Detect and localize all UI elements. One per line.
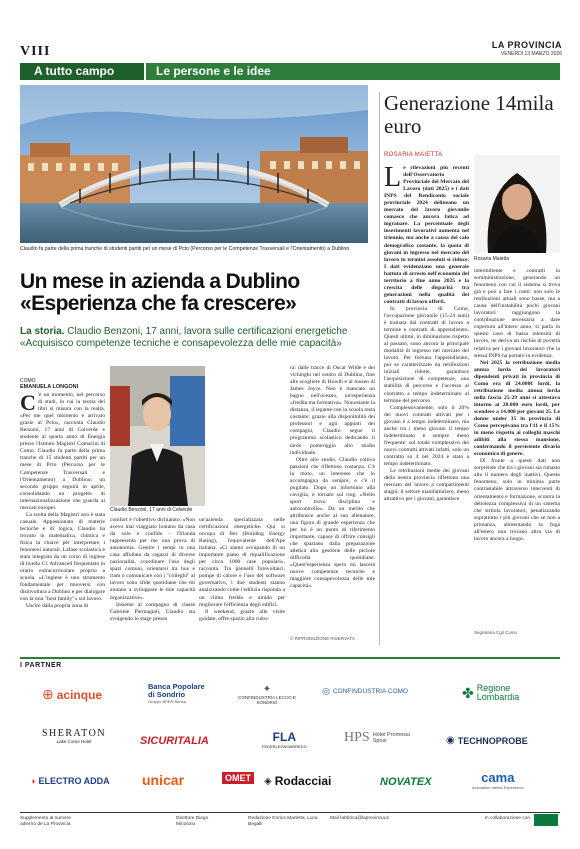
logo-hotel-promessi-sposi: HPS Hotel Promessi Sposi bbox=[344, 730, 410, 745]
sidebar-author: ROSARIA MAIETTA bbox=[384, 152, 443, 158]
partners-label: I PARTNER bbox=[20, 662, 62, 669]
deck-line-2: «Acquisisco competenze tecniche e consapevolezza delle mie capacità» bbox=[20, 337, 342, 349]
logo-unicar: unicar bbox=[142, 772, 185, 788]
footer-director: Direttore Diego Minonzio bbox=[176, 816, 209, 827]
logo-regione-lombardia: ✤ Regione Lombardia bbox=[462, 683, 520, 702]
logo-sheraton: SHERATON Lake Como Hotel bbox=[42, 728, 107, 744]
section-sublabel: Le persone e le idee bbox=[146, 63, 560, 80]
masthead-brand: LA PROVINCIA bbox=[491, 40, 562, 50]
article-column-1 bbox=[20, 392, 105, 644]
paragraph: Insieme al compagno di classe Gabriele Parmagiali, Claudio sta svolgendo lo stage presso bbox=[110, 601, 195, 622]
paragraph: Uscire dalla propria zona di bbox=[26, 603, 89, 610]
footer-supplement: Supplemento al numero odierno de La Provincia bbox=[20, 816, 71, 827]
paragraph: Nel 2025 la retribuzione media annua lorda dei lavoratori dipendenti privati in provincia di Como era di 24.000€ lordi, la retribuzione media annua lorda nella fascia 25-29 anni si attestava intorno ai 20.000 euro lordi, per scendere a 14.000 per giovani 25. Le donne under 35 in provincia di Como percepivano tra l'11 e il 15% in meno rispetto ai colleghi maschi adibiti alla stessa mansione, confermando il persistente divario economico di genere. bbox=[474, 359, 560, 458]
logo-acinque: ⊕ acinque bbox=[42, 686, 103, 702]
sidebar-column-2 bbox=[474, 268, 560, 628]
logo-omet: OMET bbox=[222, 772, 254, 784]
paragraph: Oltre allo studio, Claudio coltiva passioni che riflettono costanza. C'è la moto, un interesse che lo accompagna da sempre, e c'è il pugilato. Dopo un infortunio alla caviglia, è tornato sul ring. «Nello sport trovo disciplina e autocontrollo». Da un merito che attribuisce anche al suo allenatore, una figura di grande esperienza che per lui è un punto di riferimento importante, capace di offrire consigli che spaziano dalla preparazione atletica alla gestione delle piccole difficoltà quotidiane. «Quest'esperienza spero mi lascerà nuove competenze tecniche e maggiore consapevolezza delle mie capacità». bbox=[290, 456, 375, 590]
logo-electroadda: ◑ ELECTRO ADDA bbox=[30, 776, 110, 786]
photo-caption: Claudio fa parte della prima tranche di studenti partiti per un mese di Pcto (Percorso per le Competenze Trasversali e l'Orientamento) a Dublino bbox=[20, 246, 350, 252]
logo-technoprobe: ◉ TECHNOPROBE bbox=[446, 735, 528, 746]
photo2-caption: Claudio Benzoni, 17 anni di Colverde bbox=[110, 507, 193, 513]
paragraph: In provincia di Como, l'occupazione giovanile (15-24 anni) è trainata dai contratti di lavoro a termine e contratti di apprendistato. Questi ultimi, in diminuzione rispetto al passato, sono ancora la principale modalità di ingresso nel mercato del lavoro. Per fortuna l'apprendistato, pur se caratterizzato da retribuzioni iniziali ridotte, garantisce l'acquisizione di competenze, una stabilità di percorso e l'accesso al contratto a tempo indeterminato al termine del percorso. bbox=[384, 305, 469, 404]
paragraph: Complessivamente, solo il 20% dei nuovi contratti attivati per i giovani è a tempo indeterminato, ma anche tra i meno giovani il tempo indeterminato è sempre meno frequente: sul totale complessivo dei nuovi contratti attivati infatti, solo un contratto su 4 nel 2024 è stato a tempo indeterminato. bbox=[384, 404, 469, 467]
footer-partner-logo bbox=[534, 814, 558, 826]
section-label: A tutto campo bbox=[20, 63, 144, 80]
copyright-note: © RIPRODUZIONE RISERVATA bbox=[290, 636, 355, 641]
paragraph: intermittente e contratti in somministrazione, generando un fenomeno con cui il sistema si trova già e può a fare i conti: non solo le retribuzioni attuali sono basse, ma a causa dell'instabilità pochi giovani lavoratori raggiungono la contribuzione necessaria a dare copertura all'intero anno, si parla in questo caso di bassa intensità di lavoro, ne deriva un rischio di povertà relativa per i giovani lavoratori che la stessa INPS ha portato in evidenza. bbox=[474, 268, 560, 359]
article-deck bbox=[20, 326, 372, 349]
rodacciai-icon: ◈ bbox=[264, 775, 272, 787]
partners-rule bbox=[20, 657, 560, 659]
rosa-camuna-icon: ✤ bbox=[462, 684, 474, 701]
section-bar bbox=[20, 63, 560, 80]
paragraph: Di fronte a questi dati non sorprende che tra i giovani sia rimasto alto il numero degli inattivi. Questo fenomeno, solo in minima parte contrastabile attraverso interventi di orientamento e formazione, scontra la debolezza complessiva di un sistema che stritola lavoratori, penalizzando soprattutto i più giovani che se non a primanza, alimentando la fuga all'estero non trovano altra via di lavoro ancora a lungo. bbox=[474, 458, 560, 542]
sidebar-title: Generazione 14mila euro bbox=[384, 91, 554, 138]
drop-cap: L bbox=[384, 165, 402, 193]
logo-novatex: NOVATEX bbox=[380, 776, 432, 788]
sidebar-column-1 bbox=[384, 165, 469, 645]
acinque-icon: ⊕ bbox=[42, 686, 54, 702]
footer-editorial: Redazione Enrico Marletta, Luca Begalli bbox=[248, 816, 318, 827]
logo-sicuritalia: SICURITALIA bbox=[140, 735, 209, 747]
masthead bbox=[492, 40, 562, 57]
byline bbox=[20, 378, 78, 390]
paragraph: comfort è l'obiettivo dichiarato. «Non avevo mai viaggiato lontano da casa da solo e confido - l'Irlanda rappresenta per me una prova di autonomia. Gestire i tempi in una casa affollata da ragazzi di diverse nazionalità, coordinare l'uso degli spazi comuni, orientarsi tra bus e tram o comunicare con i "colleghi" al lavoro sono sfide quotidiane che mi aiutano a sviluppare le mie capacità organizzative». bbox=[110, 517, 195, 601]
paragraph: un'azienda specializzata nelle certificazioni energetiche. Qui si occupa di Ber (Building Energy Rating), l'equivalente dell'Ape italiana. «Ci siamo occupando di un importante piano di riqualificazione per circa 1000 case popolari», racconta. Tra pannelli fotovoltaici, pompe di calore e l'uso del software governativo, i due studenti stanno analizzando come l'edilizia risponda a un clima freddo e umido per migliorare l'efficienza degli edifici. bbox=[199, 517, 285, 608]
eagle-icon: ✦ bbox=[262, 684, 272, 695]
column-divider bbox=[379, 92, 380, 645]
article-column-3 bbox=[199, 517, 285, 645]
paragraph: Il weekend, grazie alle visite guidate, offre spazio alla cultu- bbox=[199, 608, 285, 622]
paragraph: Le retribuzioni medie dei giovani della nostra provincia riflettono una mercato del lavoro a compartimenti stagni: il settore manifatturiero, meno attrattivo per i giovani, garantisce bbox=[384, 468, 469, 503]
byline-author: EMANUELA LONGONI bbox=[20, 384, 79, 390]
portrait-photo-maietta bbox=[474, 155, 560, 253]
deck-line-1: Claudio Benzoni, 17 anni, lavora sulle certificazioni energetiche bbox=[64, 326, 348, 337]
logo-popso: Banca Popolare di Sondrio Gruppo BPER Banca bbox=[148, 682, 205, 704]
page-number: VIII bbox=[20, 44, 51, 59]
dublin-bridge-photo bbox=[20, 85, 368, 243]
article-headline: Un mese in azienda a Dublino «Esperienza che fa crescere» bbox=[20, 270, 300, 315]
paragraph: e rilevazioni più recenti dell'Osservatorio Provinciale del Mercato del Lavoro (dati 2025) e i dati INPS del Rendiconto sociale provinciale 2024 delineano un mercato del lavoro giovanile comasco che ancora fatica ad ingranare. La percentuale degli inserimenti lavorativi aumenta nel triennio, ma anche a causa del calo demografico costante, la quota di giovani in ingresso nel mercato del lavoro in termini assoluti si riduce. I dati evidenziano una generale battuta di arresto nell'economia del territorio a fine anno 2025 e la crescita delle disparità tra generazioni nella qualità dei contratti di lavoro offerti. bbox=[384, 165, 469, 305]
author-signature: Segretaria Cgil Como bbox=[474, 630, 518, 635]
portrait-caption: Rosaria Maietta bbox=[474, 256, 510, 262]
footer-mail: Mail fabbrica@laprovincia.it bbox=[330, 816, 389, 821]
confindustria-icon: ◎ bbox=[322, 686, 330, 696]
footer-rule bbox=[20, 812, 560, 813]
technoprobe-icon: ◉ bbox=[446, 735, 455, 746]
paragraph: 'è un momento, nel percorso di studi, in cui la teoria dei libri si misura con la realtà. «Per me quel momento è arrivato grazie al Pcto», racconta Claudio Benzoni, 17 anni di Colverde e studente al quarto anno di Energia presso l'Istituto Magistri Comacini di Como. Claudio fa parte della prima tranche di 15 studenti partiti per un mese di Pcto (Percorso per le Competenze Trasversali e l'Orientamento) a Dublino; un secondo gruppo seguirà in aprile, consolidando un progetto di internazionalizzazione che guarda ai mercati europei. bbox=[20, 392, 105, 511]
masthead-date: VENERDÌ 13 MARZO 2026 bbox=[500, 51, 562, 57]
electroadda-icon: ◑ bbox=[30, 776, 36, 786]
logo-cama: cama Innovation meets Experience bbox=[472, 770, 524, 790]
logo-rodacciai: ◈ Rodacciai bbox=[264, 774, 332, 788]
article-column-2 bbox=[110, 517, 195, 645]
paragraph: ra: dalle tracce di Oscar Wilde e dei vichinghi nel centro di Dublino, fino alle scogliere di Howth e al museo di James Joyce. Non è mancato un bagno nell'oceano, un'esperienza «fredda ma formativa». Nonostante la distanza, il legame con la scuola resta costante: grazie alla disponibilità dei professori e agli appunti dei compagni, Claudio segue il programma scolastico dedicando il tardo pomeriggio allo studio individuale. bbox=[290, 365, 375, 456]
portrait-photo-claudio bbox=[110, 366, 205, 506]
byline-place: COMO bbox=[20, 378, 36, 384]
footer-collaboration: In collaborazione con bbox=[484, 816, 530, 821]
deck-lead: La storia. bbox=[20, 326, 65, 337]
article-column-4 bbox=[290, 365, 375, 645]
paragraph: La scelta della Magistri non è stata casuale. Appassionato di materie tecniche e di logica, Claudio ha trovato in matematica, chimica e fisica la chiave per interpretare i fenomeni naturali. Lafase scolastica è stata integrata da un corso di inglese di livello C1 Advanced frequentato in orario extracurricolare proprio a scuola. «L'inglese è uno strumento fondamentale per muoversi con disinvoltura a Dublino e per dialogare con la mia "host family"» sul lavoro. bbox=[20, 511, 105, 603]
drop-cap: C bbox=[20, 392, 36, 415]
hps-icon: HPS bbox=[344, 730, 370, 745]
logo-confindustria-como: ◎ CONFINDUSTRIA COMO bbox=[322, 686, 408, 696]
logo-confindustria-lecco: ✦ CONFINDUSTRIA LECCO E SONDRIO bbox=[238, 684, 296, 705]
logo-fla: FLA FEDERLEGNOARREDO bbox=[262, 730, 307, 749]
